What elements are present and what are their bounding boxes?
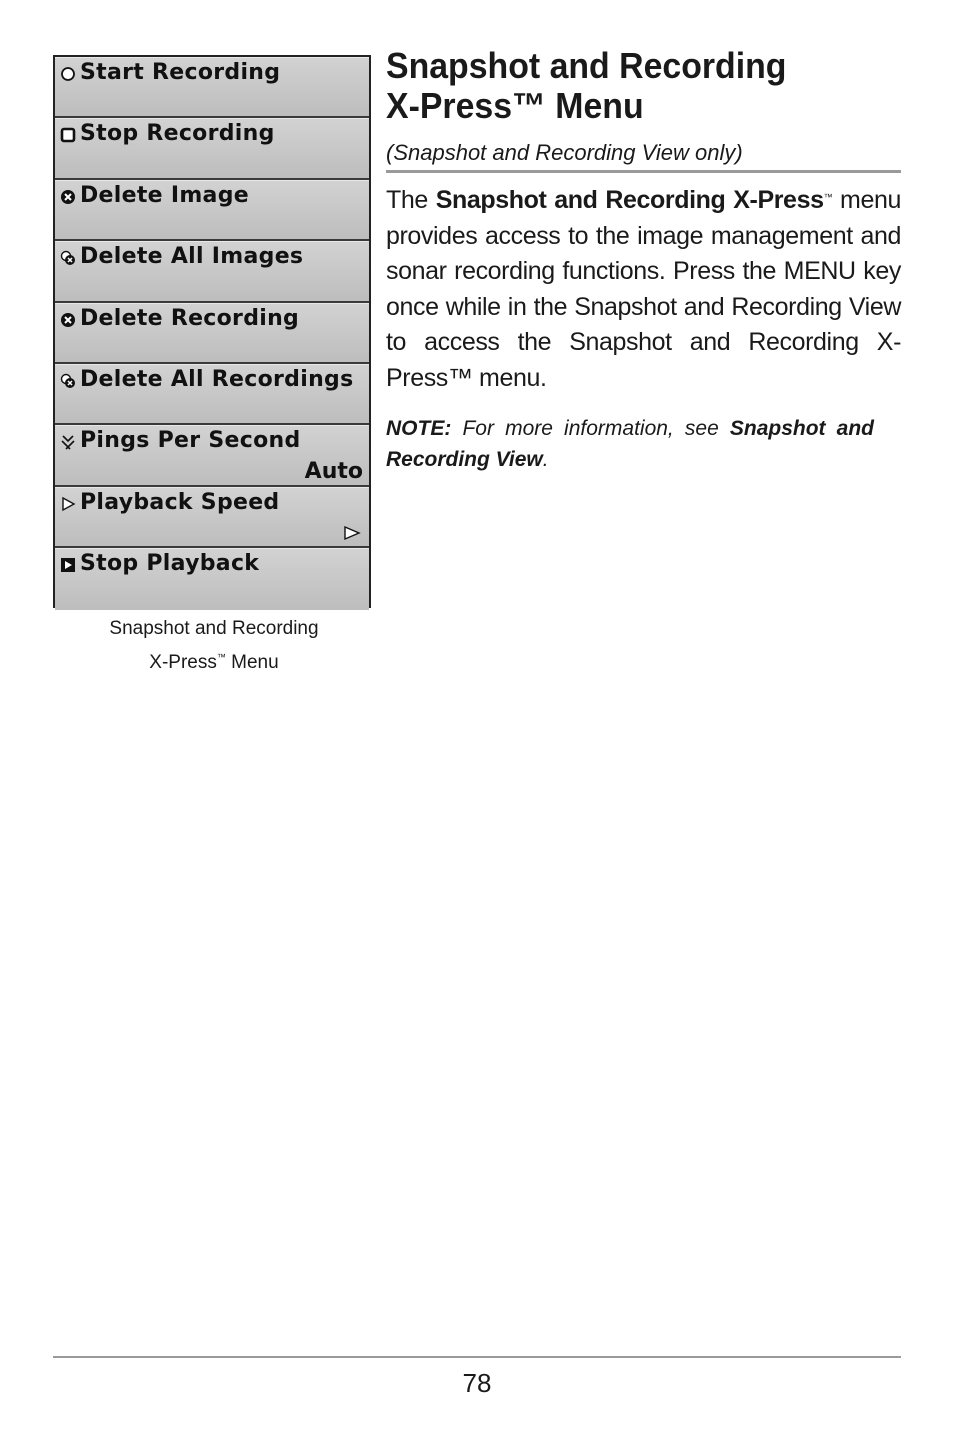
menu-item-label: Stop Recording: [80, 121, 275, 147]
figure-caption: [53, 615, 375, 677]
menu-item-playback-speed: [55, 487, 369, 548]
menu-item-delete-all-images: [55, 241, 369, 302]
menu-item-label: Delete All Images: [80, 244, 304, 270]
menu-item-label: Delete All Recordings: [80, 366, 354, 392]
page-number: 78: [462, 1368, 492, 1398]
delete-all-icon: [60, 250, 76, 266]
note-reference: Snapshot and Recording View: [386, 417, 875, 471]
circle-outline-icon: [60, 66, 76, 82]
menu-item-label: Delete Recording: [80, 305, 300, 331]
footer-rule: [53, 1356, 901, 1358]
menu-item-label: Stop Playback: [80, 551, 260, 577]
title-line-2: X-Press™ Menu: [386, 85, 644, 126]
delete-x-icon: [60, 189, 76, 205]
note-label: NOTE:: [386, 417, 452, 440]
body-tm: ™: [823, 192, 833, 202]
section-subtitle: (Snapshot and Recording View only): [386, 138, 901, 173]
delete-x-icon: [60, 312, 76, 328]
menu-item-pings-per-second: [55, 425, 369, 486]
play-triangle-icon: [60, 496, 76, 512]
body-bold: Snapshot and Recording X-Press: [435, 186, 824, 214]
title-line-1: Snapshot and Recording: [386, 45, 787, 86]
menu-item-delete-recording: [55, 303, 369, 364]
menu-item-start-recording: [55, 57, 369, 118]
caption-text: X-Press: [149, 652, 217, 673]
pings-icon: [60, 434, 76, 450]
square-outline-icon: [60, 127, 76, 143]
stop-playback-icon: [60, 557, 76, 573]
delete-all-icon: [60, 373, 76, 389]
note-text: For more information, see: [451, 417, 730, 440]
menu-item-stop-recording: [55, 118, 369, 179]
body-text: The: [386, 186, 436, 214]
menu-item-delete-image: [55, 180, 369, 241]
body-text: menu provides access to the image management and sonar recording functions. Press the MENU key once while in the Snapshot and Recording View to access the Snapshot and Recording X-Press™ menu.: [386, 186, 901, 392]
menu-item-label: Start Recording: [80, 60, 281, 85]
menu-item-label: Pings Per Second: [80, 428, 301, 454]
caption-line-2: [53, 643, 375, 677]
body-paragraph: [386, 180, 901, 396]
section-title: [386, 46, 875, 126]
note-paragraph: [386, 413, 874, 475]
menu-item-label: Delete Image: [80, 182, 249, 208]
caption-tm: ™: [216, 652, 226, 662]
menu-item-stop-playback: [55, 548, 369, 609]
menu-item-value: Auto: [304, 458, 363, 484]
caption-text: Menu: [225, 652, 279, 673]
note-text: .: [542, 448, 549, 471]
x-press-menu-screenshot: [53, 55, 371, 608]
menu-item-delete-all-recordings: [55, 364, 369, 425]
menu-item-label: Playback Speed: [80, 489, 280, 515]
right-arrow-icon: [343, 525, 361, 541]
caption-line-1: Snapshot and Recording: [109, 618, 319, 639]
